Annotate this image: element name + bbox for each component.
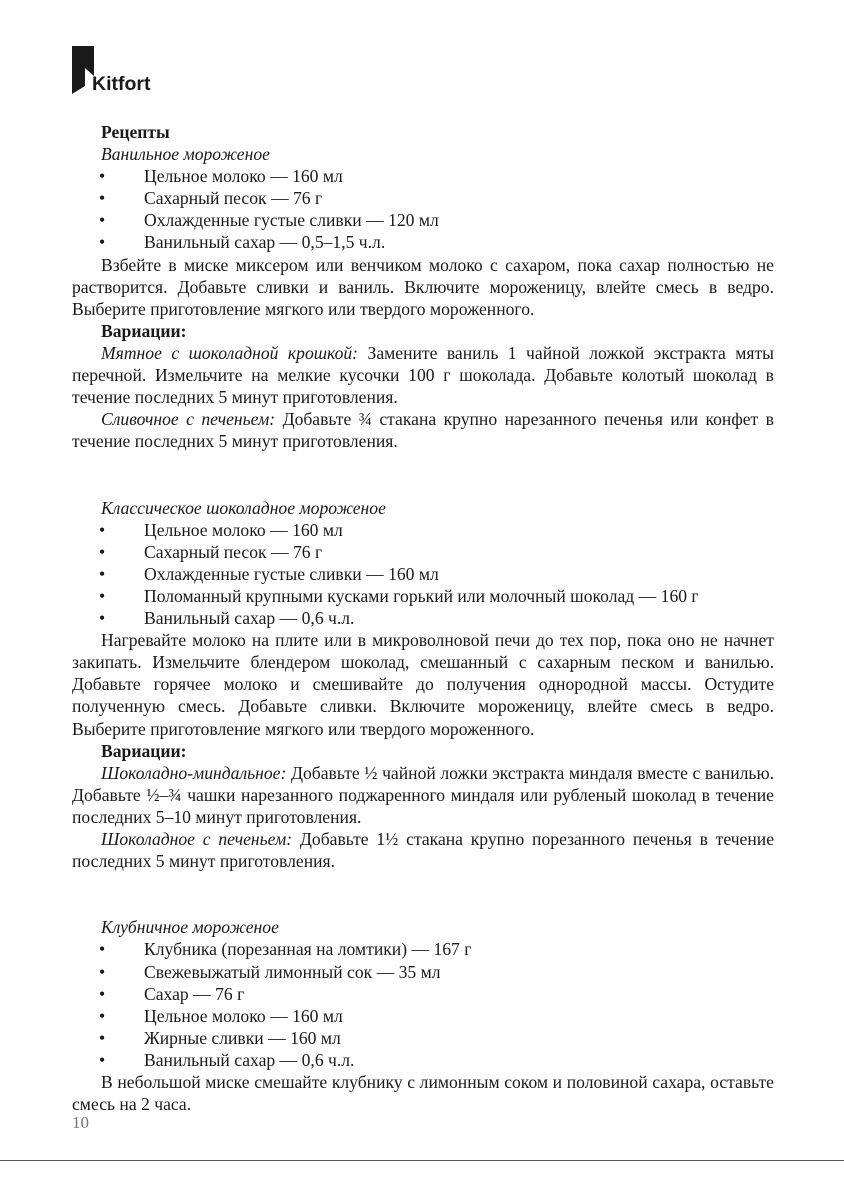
- variation-text: Добавьте ¾ стакана крупно нарезанного печенья или конфет в течение последних 5 минут приготовления.: [72, 409, 774, 452]
- ingredient-item: • Охлажденные густые сливки — 120 мл: [99, 210, 439, 231]
- bullet-icon: •: [99, 1027, 106, 1048]
- bullet-icon: •: [99, 1005, 106, 1026]
- recipe-vanilla: [72, 143, 774, 452]
- ingredient-list: [72, 165, 774, 253]
- bullet-icon: •: [99, 166, 106, 187]
- ingredient-item: • Ванильный сахар — 0,6 ч.л.: [99, 1049, 355, 1070]
- variations-heading: Вариации:: [101, 740, 187, 761]
- variation-text: Замените ваниль 1 чайной ложкой экстракта мяты перечной. Измельчите на мелкие кусочки 100 г шоколада. Добавьте колотый шоколад в течение последних 5 минут приготовления.: [72, 342, 774, 408]
- page-content: [72, 121, 774, 1115]
- recipe-chocolate: [72, 497, 774, 873]
- kitfort-logo-icon: [72, 46, 94, 94]
- ingredient-item: • Свежевыжатый лимонный сок — 35 мл: [99, 961, 441, 982]
- bullet-icon: •: [99, 188, 106, 209]
- ingredient-item: • Сахар — 76 г: [99, 983, 245, 1004]
- page-number: 10: [72, 1113, 89, 1132]
- variation-name: Шоколадно-миндальное:: [101, 762, 287, 783]
- bullet-icon: •: [99, 232, 106, 253]
- recipe-instructions: В небольшой миске смешайте клубнику с лимонным соком и половиной сахара, оставьте смесь на 2 часа.: [72, 1072, 774, 1115]
- bullet-icon: •: [99, 541, 106, 562]
- recipe-strawberry: [72, 916, 774, 1115]
- ingredient-item: • Жирные сливки — 160 мл: [99, 1027, 341, 1048]
- recipe-title: Классическое шоколадное мороженое: [101, 497, 386, 518]
- ingredient-item: • Цельное молоко — 160 мл: [99, 519, 343, 540]
- variations-heading: Вариации:: [101, 320, 187, 341]
- variation-text: Добавьте ½ чайной ложки экстракта миндаля вместе с ванилью. Добавьте ½–¾ чашки нарезанного поджаренного миндаля или рубленый шоколад в течение последних 5–10 минут приготовления.: [72, 762, 774, 827]
- ingredient-list: [72, 938, 774, 1071]
- variation-text: Добавьте 1½ стакана крупно порезанного печенья в течение последних 5 минут приготовления.: [72, 829, 774, 872]
- recipe-title: Клубничное мороженое: [101, 917, 279, 938]
- ingredient-item: • Цельное молоко — 160 мл: [99, 166, 343, 187]
- page-bottom-rule: [0, 1160, 844, 1161]
- variation-name: Мятное с шоколадной крошкой:: [101, 342, 359, 363]
- ingredient-item: • Поломанный крупными кусками горький или молочный шоколад — 160 г: [99, 585, 699, 606]
- variation-paragraph: [72, 762, 774, 828]
- variation-name: Шоколадное с печеньем:: [101, 829, 293, 849]
- recipe-title: Ванильное мороженое: [101, 144, 270, 165]
- ingredient-item: • Цельное молоко — 160 мл: [99, 1005, 343, 1026]
- bullet-icon: •: [99, 519, 106, 540]
- ingredient-item: • Охлажденные густые сливки — 160 мл: [99, 563, 439, 584]
- bullet-icon: •: [99, 210, 106, 231]
- bullet-icon: •: [99, 961, 106, 982]
- ingredient-item: • Ванильный сахар — 0,6 ч.л.: [99, 608, 355, 629]
- brand-name: Kitfort: [92, 72, 151, 95]
- bullet-icon: •: [99, 608, 106, 629]
- variation-paragraph: [72, 828, 774, 872]
- recipe-instructions: Взбейте в миске миксером или венчиком молоко с сахаром, пока сахар полностью не растворится. Добавьте сливки и ваниль. Включите мороженицу, влейте смесь в ведро. Выберите приготовление мягкого или твердого мороженного.: [72, 254, 774, 319]
- variation-paragraph: [72, 408, 774, 452]
- ingredient-item: • Ванильный сахар — 0,5–1,5 ч.л.: [99, 232, 386, 253]
- variation-name: Сливочное с печеньем:: [101, 409, 276, 430]
- bullet-icon: •: [99, 1049, 106, 1070]
- ingredient-item: • Сахарный песок — 76 г: [99, 541, 323, 562]
- bullet-icon: •: [99, 563, 106, 584]
- page-title: Рецепты: [101, 122, 170, 142]
- bullet-icon: •: [99, 585, 106, 606]
- recipe-instructions: Нагревайте молоко на плите или в микроволновой печи до тех пор, пока оно не начнет закипать. Измельчите блендером шоколад, смешанный с сахарным песком и ванилью. Добавьте горячее молоко и смешивайте до получения однородной массы. Остудите полученную смесь. Добавьте сливки. Включите мороженицу, влейте смесь в ведро. Выберите приготовление мягкого или твердого мороженного.: [72, 630, 774, 739]
- variation-paragraph: [72, 342, 774, 408]
- ingredient-item: • Клубника (порезанная на ломтики) — 167 г: [99, 939, 472, 960]
- kitfort-logo: [72, 46, 150, 94]
- ingredient-item: • Сахарный песок — 76 г: [99, 188, 323, 209]
- bullet-icon: •: [99, 939, 106, 960]
- ingredient-list: [72, 519, 774, 629]
- bullet-icon: •: [99, 983, 106, 1004]
